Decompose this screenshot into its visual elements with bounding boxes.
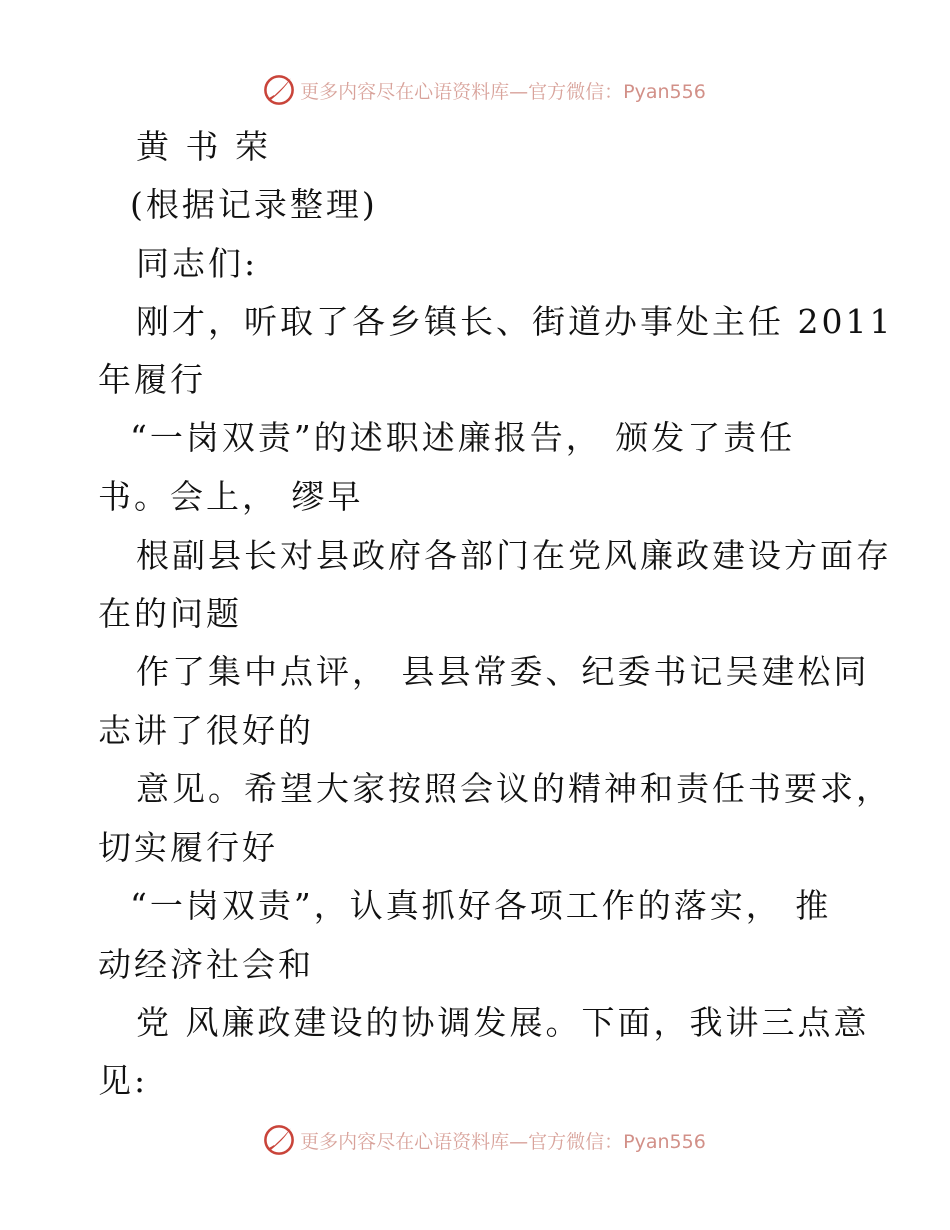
- salutation: 同志们:: [136, 244, 259, 283]
- paragraph-line: 志讲了很好的: [98, 711, 314, 750]
- paragraph-line: 党 风廉政建设的协调发展。下面，我讲三点意: [136, 1003, 870, 1042]
- quill-pen-logo-icon: [262, 1123, 296, 1157]
- paragraph-line: 切实履行好: [98, 828, 278, 867]
- watermark-label: 更多内容尽在心语资料库—官方微信：: [300, 80, 624, 103]
- paragraph-line: 刚才，听取了各乡镇长、街道办事处主任 2011: [136, 302, 894, 341]
- paragraph-line: 年履行: [98, 360, 206, 399]
- author-name: 黄 书 荣: [136, 127, 271, 166]
- header-watermark: [0, 70, 950, 110]
- watermark-text: [300, 77, 706, 104]
- paragraph-line: 动经济社会和: [98, 945, 314, 984]
- footer-watermark: [0, 1120, 950, 1160]
- watermark-label: 更多内容尽在心语资料库—官方微信：: [300, 1130, 624, 1153]
- watermark-text: [300, 1127, 706, 1154]
- paragraph-line: 作了集中点评， 县县常委、纪委书记吴建松同: [136, 652, 870, 691]
- paragraph-line: 根副县长对县政府各部门在党风廉政建设方面存: [136, 536, 892, 575]
- paragraph-line: “一岗双责”，认真抓好各项工作的落实， 推: [130, 886, 832, 925]
- source-note: (根据记录整理): [130, 185, 378, 224]
- paragraph-line: 书。会上， 缪早: [98, 477, 364, 516]
- watermark-account: Pyan556: [623, 1130, 706, 1153]
- paragraph-line: 见:: [98, 1061, 149, 1100]
- paragraph-line: 意见。希望大家按照会议的精神和责任书要求，: [136, 769, 892, 808]
- quill-pen-logo-icon: [262, 73, 296, 107]
- watermark-account: Pyan556: [623, 80, 706, 103]
- paragraph-line: 在的问题: [98, 594, 242, 633]
- paragraph-line: “一岗双责”的述职述廉报告， 颁发了责任: [130, 418, 796, 457]
